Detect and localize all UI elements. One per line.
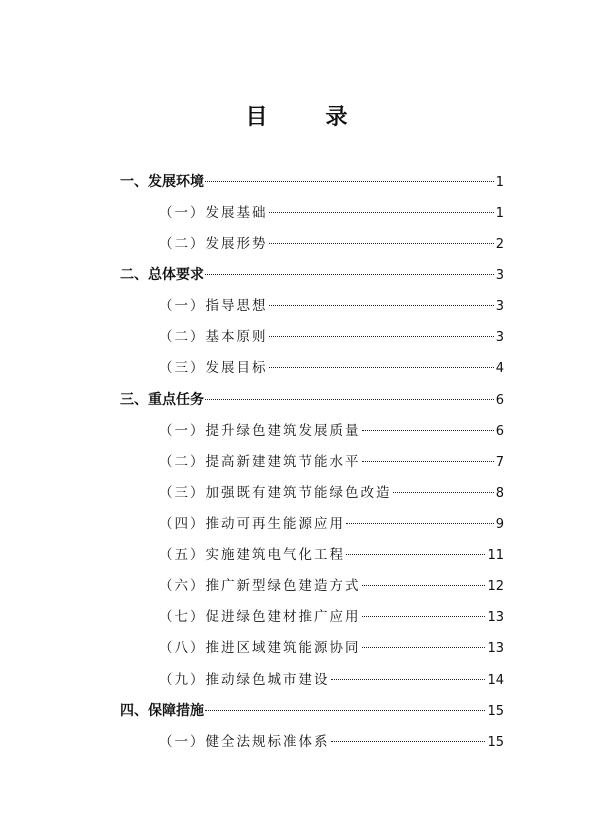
- toc-page-number: 6: [495, 424, 504, 439]
- toc-entry-guiding-ideology[interactable]: [159, 295, 504, 317]
- page-title: 目 录: [245, 105, 366, 130]
- toc-dot-leader: [331, 679, 486, 680]
- toc-dot-leader: [205, 274, 494, 275]
- toc-entry-label: （一）提升绿色建筑发展质量: [159, 423, 361, 439]
- toc-entry-new-building-efficiency[interactable]: [159, 451, 504, 473]
- toc-entry-regional-energy-synergy[interactable]: [159, 637, 504, 659]
- toc-page-number: 13: [487, 610, 504, 625]
- toc-entry-label: （三）加强既有建筑节能绿色改造: [159, 485, 392, 501]
- toc-entry-basic-principles[interactable]: [159, 326, 504, 348]
- toc-page-number: 11: [487, 548, 504, 563]
- toc-dot-leader: [346, 554, 485, 555]
- toc-entry-label: （二）基本原则: [159, 329, 268, 345]
- toc-entry-label: （一）指导思想: [159, 298, 268, 314]
- toc-entry-label: （五）实施建筑电气化工程: [159, 547, 345, 563]
- toc-entry-label: （一）发展基础: [159, 205, 268, 221]
- toc-entry-label: 四、保障措施: [120, 703, 204, 719]
- toc-entry-overall-requirements[interactable]: [120, 264, 504, 286]
- toc-dot-leader: [346, 523, 494, 524]
- toc-entry-label: 三、重点任务: [120, 392, 204, 408]
- toc-entry-key-tasks[interactable]: [120, 389, 504, 411]
- toc-page-number: 3: [495, 330, 504, 345]
- toc-page-number: 13: [487, 641, 504, 656]
- toc-entry-label: （四）推动可再生能源应用: [159, 516, 345, 532]
- toc-dot-leader: [269, 212, 494, 213]
- toc-page-number: 7: [495, 455, 504, 470]
- toc-page-number: 15: [487, 704, 504, 719]
- toc-dot-leader: [269, 305, 494, 306]
- toc-entry-label: （二）发展形势: [159, 236, 268, 252]
- toc-entry-label: （七）促进绿色建材推广应用: [159, 609, 361, 625]
- toc-entry-safeguard-measures[interactable]: [120, 700, 504, 722]
- toc-entry-label: （一）健全法规标准体系: [159, 734, 330, 750]
- toc-page-number: 3: [495, 299, 504, 314]
- toc-dot-leader: [269, 367, 494, 368]
- toc-entry-development-foundation[interactable]: [159, 202, 504, 224]
- toc-dot-leader: [362, 461, 494, 462]
- toc-entry-label: （二）提高新建建筑节能水平: [159, 454, 361, 470]
- toc-dot-leader: [393, 492, 494, 493]
- toc-page-number: 4: [495, 361, 504, 376]
- toc-page-number: 14: [487, 673, 504, 688]
- toc-entry-development-goals[interactable]: [159, 357, 504, 379]
- toc-entry-green-building-quality[interactable]: [159, 420, 504, 442]
- toc-dot-leader: [205, 399, 494, 400]
- toc-entry-development-situation[interactable]: [159, 233, 504, 255]
- toc-dot-leader: [362, 647, 486, 648]
- toc-page-number: 9: [495, 517, 504, 532]
- toc-entry-label: 二、总体要求: [120, 267, 204, 283]
- toc-page-number: 15: [487, 735, 504, 750]
- toc-dot-leader: [362, 585, 486, 586]
- toc-entry-development-environment[interactable]: [120, 171, 504, 193]
- toc-entry-green-construction[interactable]: [159, 575, 504, 597]
- toc-entry-label: 一、发展环境: [120, 174, 204, 190]
- toc-entry-label: （六）推广新型绿色建造方式: [159, 578, 361, 594]
- toc-entry-renewable-energy[interactable]: [159, 513, 504, 535]
- toc-page-number: 8: [495, 486, 504, 501]
- toc-dot-leader: [205, 710, 485, 711]
- toc-entry-green-city[interactable]: [159, 669, 504, 691]
- toc-dot-leader: [205, 181, 494, 182]
- toc-entry-building-electrification[interactable]: [159, 544, 504, 566]
- toc-entry-label: （三）发展目标: [159, 360, 268, 376]
- toc-page-number: 1: [495, 206, 504, 221]
- toc-dot-leader: [362, 616, 486, 617]
- toc-page-number: 6: [495, 393, 504, 408]
- toc-entry-label: （八）推进区域建筑能源协同: [159, 640, 361, 656]
- toc-dot-leader: [269, 336, 494, 337]
- toc-entry-regulations-standards[interactable]: [159, 731, 504, 753]
- toc-page-number: 3: [495, 268, 504, 283]
- toc-entry-label: （九）推动绿色城市建设: [159, 672, 330, 688]
- toc-page-number: 12: [487, 579, 504, 594]
- toc-dot-leader: [362, 430, 494, 431]
- toc-dot-leader: [331, 741, 486, 742]
- toc-page-number: 2: [495, 237, 504, 252]
- toc-entry-green-materials[interactable]: [159, 606, 504, 628]
- toc-dot-leader: [269, 243, 494, 244]
- toc-entry-existing-building-retrofit[interactable]: [159, 482, 504, 504]
- toc-page-number: 1: [495, 175, 504, 190]
